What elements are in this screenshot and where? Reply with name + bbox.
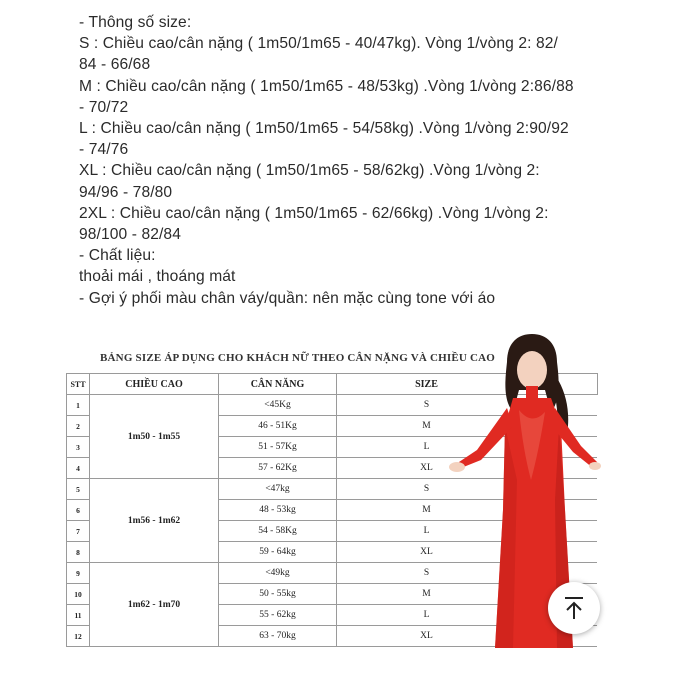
header-size: SIZE (337, 374, 517, 395)
row-size: M (337, 416, 517, 437)
desc-line: thoải mái , thoáng mát (79, 268, 236, 286)
row-size: S (337, 479, 517, 500)
desc-line: - Thông số size: (79, 14, 192, 31)
desc-line: - Gợi ý phối màu chân váy/quần: nên mặc cùng tone với áo (79, 289, 496, 307)
height-range: 1m50 - 1m55 (90, 395, 219, 479)
row-weight: 54 - 58Kg (219, 521, 337, 542)
row-stt: 5 (67, 479, 90, 500)
height-range: 1m56 - 1m62 (90, 479, 219, 563)
desc-line: 98/100 - 82/84 (79, 226, 181, 244)
row-size: M (337, 500, 517, 521)
row-size: M (337, 584, 517, 605)
desc-line: 84 - 66/68 (79, 56, 151, 74)
height-range: 1m62 - 1m70 (90, 563, 219, 647)
row-stt: 10 (67, 584, 90, 605)
row-stt: 6 (67, 500, 90, 521)
desc-line: 2XL : Chiều cao/cân nặng ( 1m50/1m65 - 62/66kg) .Vòng 1/vòng 2: (79, 204, 549, 222)
row-weight: <49kg (219, 563, 337, 584)
row-weight: 46 - 51Kg (219, 416, 337, 437)
row-weight: <45Kg (219, 395, 337, 416)
row-stt: 4 (67, 458, 90, 479)
row-size: XL (337, 458, 517, 479)
row-size: S (337, 563, 517, 584)
row-size: L (337, 605, 517, 626)
row-size: XL (337, 626, 517, 647)
desc-line: S : Chiều cao/cân nặng ( 1m50/1m65 - 40/47kg). Vòng 1/vòng 2: 82/ (79, 35, 558, 53)
row-weight: 59 - 64kg (219, 542, 337, 563)
desc-line: - Chất liệu: (79, 247, 156, 265)
row-stt: 3 (67, 437, 90, 458)
row-stt: 12 (67, 626, 90, 647)
product-description (79, 12, 619, 309)
desc-line: XL : Chiều cao/cân nặng ( 1m50/1m65 - 58/62kg) .Vòng 1/vòng 2: (79, 162, 540, 180)
row-size: S (337, 395, 517, 416)
row-stt: 1 (67, 395, 90, 416)
desc-line: M : Chiều cao/cân nặng ( 1m50/1m65 - 48/53kg) .Vòng 1/vòng 2:86/88 (79, 77, 574, 95)
row-weight: <47kg (219, 479, 337, 500)
desc-line: L : Chiều cao/cân nặng ( 1m50/1m65 - 54/58kg) .Vòng 1/vòng 2:90/92 (79, 120, 569, 138)
row-weight: 48 - 53kg (219, 500, 337, 521)
scroll-to-top-button[interactable] (548, 582, 600, 634)
row-weight: 63 - 70kg (219, 626, 337, 647)
row-weight: 50 - 55kg (219, 584, 337, 605)
row-stt: 7 (67, 521, 90, 542)
arrow-up-to-line-icon (562, 595, 586, 621)
row-stt: 2 (67, 416, 90, 437)
header-weight: CÂN NĂNG (219, 374, 337, 395)
row-weight: 51 - 57Kg (219, 437, 337, 458)
row-size: L (337, 437, 517, 458)
row-stt: 11 (67, 605, 90, 626)
row-stt: 9 (67, 563, 90, 584)
header-stt: STT (67, 374, 90, 395)
row-stt: 8 (67, 542, 90, 563)
desc-line: 94/96 - 78/80 (79, 183, 173, 201)
desc-line: - 74/76 (79, 141, 129, 159)
desc-line: - 70/72 (79, 98, 129, 116)
row-weight: 55 - 62kg (219, 605, 337, 626)
row-weight: 57 - 62Kg (219, 458, 337, 479)
size-table-title: BẢNG SIZE ÁP DỤNG CHO KHÁCH NỮ THEO CÂN NẶNG VÀ CHIỀU CAO (100, 352, 496, 364)
row-size: L (337, 521, 517, 542)
row-size: XL (337, 542, 517, 563)
header-height: CHIỀU CAO (90, 374, 219, 395)
